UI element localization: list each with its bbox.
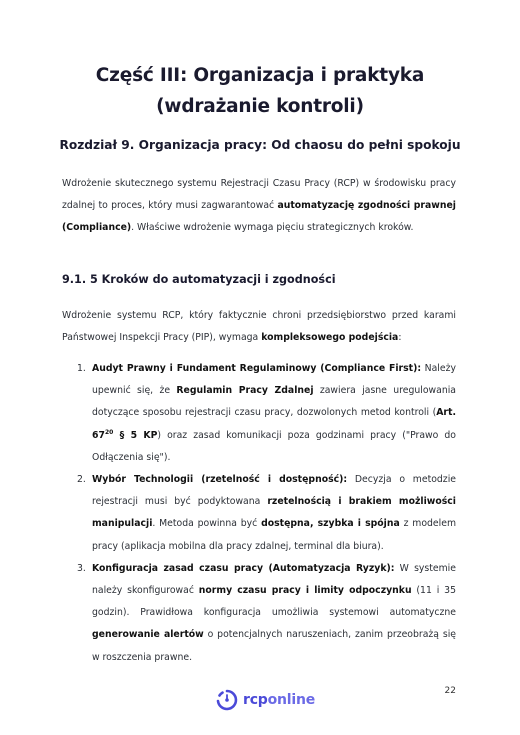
step-bold: normy czasu pracy i limity odpoczynku bbox=[198, 585, 412, 597]
step-text: . Metoda powinna być bbox=[152, 518, 262, 530]
step-text: zawiera jasne uregulowania dotyczące sposobu rejestracji czasu pracy, dozwolonych metod kontroli ( bbox=[92, 385, 457, 419]
step-text: (11 i 35 godzin). Prawidłowa konfiguracja umożliwia systemowi automatyczne bbox=[92, 585, 456, 619]
step-bold: generowanie alertów bbox=[92, 629, 204, 641]
list-item bbox=[62, 558, 456, 669]
clock-icon bbox=[213, 688, 239, 712]
list-item-number: 2. bbox=[77, 474, 86, 486]
step-bold: rzetelnością i brakiem możliwości manipulacji bbox=[92, 496, 456, 530]
step-text: Należy upewnić się, że bbox=[92, 363, 456, 397]
step-text: ) oraz zasad komunikacji poza godzinami pracy ("Prawo do Odłączenia się"). bbox=[92, 429, 456, 463]
step-heading: Audyt Prawny i Fundament Regulaminowy (Compliance First): bbox=[92, 363, 422, 374]
section-intro-text-2: : bbox=[398, 332, 402, 344]
page-number: 22 bbox=[444, 686, 456, 696]
logo-wordmark bbox=[243, 692, 315, 708]
intro-text-2: . Właściwe wdrożenie wymaga pięciu strategicznych kroków. bbox=[131, 222, 414, 234]
section-intro-bold-1: kompleksowego podejścia bbox=[261, 332, 399, 344]
section-intro-text-1: Wdrożenie systemu RCP, który faktycznie chroni przedsiębiorstwo przed karami Państwowej Inspekcji Pracy (PIP), wymaga bbox=[62, 310, 456, 344]
part-title: Część III: Organizacja i praktyka (wdrażanie kontroli) bbox=[95, 65, 425, 117]
section-intro-paragraph bbox=[62, 305, 456, 349]
list-item bbox=[62, 358, 456, 469]
intro-text-1: Wdrożenie skutecznego systemu Rejestracji Czasu Pracy (RCP) w środowisku pracy zdalnej to proces, który musi zagwarantować bbox=[62, 178, 456, 212]
chapter-title: Rozdział 9. Organizacja pracy: Od chaosu do pełni spokoju bbox=[59, 138, 461, 152]
article-ref: Art. 67 bbox=[92, 407, 456, 441]
list-item bbox=[62, 469, 456, 558]
step-heading: Wybór Technologii (rzetelność i dostępność): bbox=[92, 474, 348, 486]
intro-paragraph bbox=[62, 173, 456, 240]
step-bold: dostępna, szybka i spójna bbox=[261, 518, 400, 530]
step-bold: Regulamin Pracy Zdalnej bbox=[176, 385, 314, 397]
logo-text-rcp: rcp bbox=[243, 692, 268, 708]
article-superscript: 20 bbox=[104, 428, 114, 436]
intro-bold-1: automatyzację zgodności prawnej (Compliance) bbox=[62, 200, 456, 234]
step-heading: Konfiguracja zasad czasu pracy (Automatyzacja Ryzyk): bbox=[92, 562, 395, 574]
logo-text-online: online bbox=[267, 692, 316, 708]
step-text: z modelem pracy (aplikacja mobilna dla pracy zdalnej, terminal dla biura). bbox=[92, 518, 456, 552]
step-text: W systemie należy skonfigurować bbox=[92, 562, 456, 597]
steps-list bbox=[62, 358, 456, 669]
list-item-number: 3. bbox=[77, 562, 86, 574]
step-text: o potencjalnych naruszeniach, zanim przeobrażą się w roszczenia prawne. bbox=[92, 629, 456, 663]
footer-logo bbox=[213, 688, 315, 712]
step-text: Decyzja o metodzie rejestracji musi być podyktowana bbox=[92, 474, 456, 508]
article-paragraph: § 5 KP bbox=[113, 429, 158, 441]
list-item-number: 1. bbox=[77, 363, 86, 374]
section-title: 9.1. 5 Kroków do automatyzacji i zgodności bbox=[62, 273, 336, 286]
